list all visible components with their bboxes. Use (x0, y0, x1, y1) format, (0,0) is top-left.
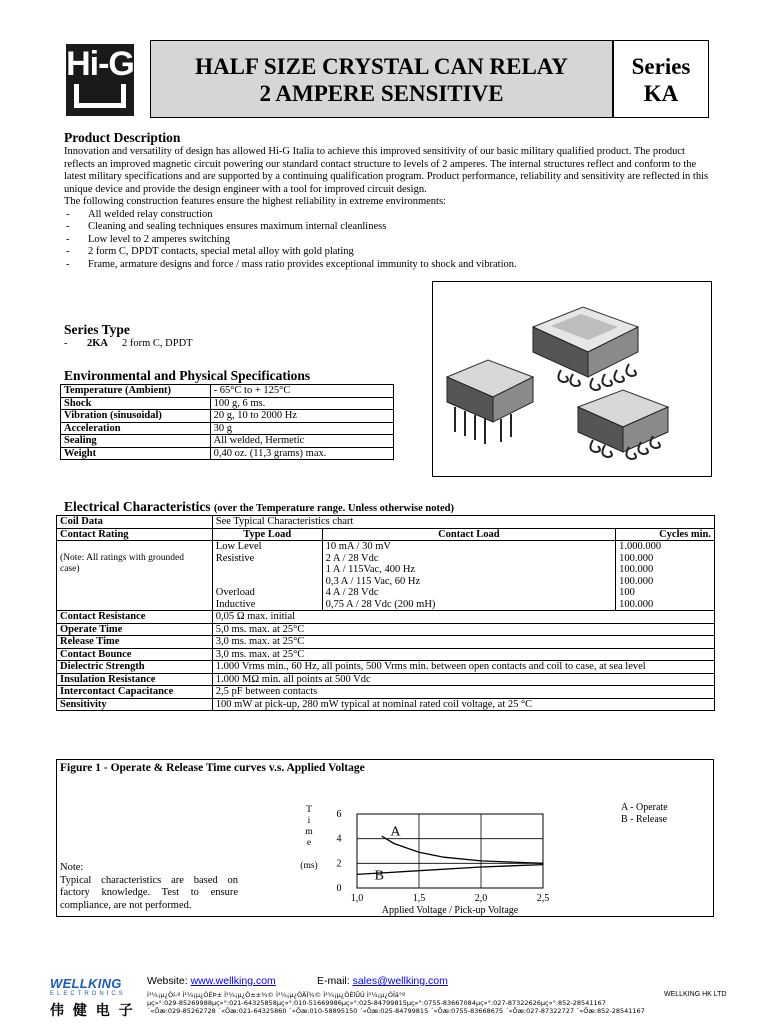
hi-g-logo (66, 44, 134, 116)
electrical-heading: Electrical Characteristics (64, 499, 211, 514)
title-box (150, 40, 613, 118)
table-row: Intercontact Capacitance 2,5 pF between contacts (57, 686, 715, 699)
table-row: Contact Bounce 3,0 ms. max. at 25°C (57, 648, 715, 661)
y-axis-label-letter: i (307, 816, 311, 826)
plot-frame (357, 814, 543, 888)
table-row: Release Time 3,0 ms. max. at 25°C (57, 636, 715, 649)
table-row: Sensitivity 100 mW at pick-up, 280 mW typical at nominal rated coil voltage, at 25 °C (57, 698, 715, 711)
email-link[interactable]: sales@wellking.com (352, 975, 448, 987)
feature-item: - 2 form C, DPDT contacts, special metal alloy with gold plating (64, 246, 714, 259)
hk-company: WELLKING HK LTD (664, 991, 727, 998)
table-row: Insulation Resistance 1.000 MΩ min. all points at 500 Vdc (57, 673, 715, 686)
figure-note-label: Note: (60, 862, 84, 873)
table-row: Operate Time 5,0 ms. max. at 25°C (57, 623, 715, 636)
table-row: Sealing All welded, Hermetic (61, 435, 394, 448)
logo-text: Hi-G (66, 45, 134, 83)
time-vs-voltage-chart (57, 760, 713, 916)
environmental-heading: Environmental and Physical Specifications (64, 368, 311, 383)
y-axis-label-letter: e (306, 838, 312, 848)
coil-data-label: Coil Data (57, 516, 213, 529)
wellking-chinese-name: 伟 健 电 子 (50, 1003, 135, 1019)
footer-faxes: ´«Õæ:029-85262728 ´«Õæ:021-64325860 ´«Õæ:010-58895150 ´«Õæ:025-84799815 ´«Õæ:0755-83668675 ´«Õæ:027-87322727 ´«Õæ:852-28541167 (147, 1007, 645, 1015)
legend-operate: A - Operate (621, 802, 668, 813)
y-tick-label: 2 (336, 858, 342, 870)
footer (50, 974, 740, 1020)
table-row: Shock 100 g, 6 ms. (61, 397, 394, 410)
series-code: KA (643, 81, 679, 106)
relay-photo-drawing (433, 282, 711, 476)
col-type-load: Type Load (212, 528, 322, 541)
footer-phones: µç»°:029-85269988µç»°:021-64325858µç»°:010-51669986µç»°:025-84799815µç»°:0755-83667084µç»°:027-87322626µç»°:852-28541167 (147, 999, 606, 1007)
website-link[interactable]: www.wellking.com (190, 975, 276, 987)
relay-photo (432, 281, 712, 477)
contact-rating-label: Contact Rating (57, 528, 213, 541)
email-label: E-mail: (317, 975, 350, 987)
environmental-section (64, 368, 396, 384)
table-row: Contact Resistance 0,05 Ω max. initial (57, 611, 715, 624)
features-list (64, 209, 714, 272)
footer-offices: Ì¹¼¡µ¿Òí-º Ì¹¼¡µ¿ÓÉÞ± Ì¹¼¡µ¿Ó±±¾© Ì¹¼¡µ¿ÓÄÏ¾© Ì¹¼¡µ¿ÓÉîÛÚ Ì¹¼¡µ¿ÓÎä°º (147, 991, 406, 999)
environmental-table (60, 384, 394, 460)
wellking-logo: WELLKING (50, 976, 122, 991)
figure-1-box (56, 759, 714, 917)
figure-title: Figure 1 - Operate & Release Time curves v.s. Applied Voltage (60, 762, 365, 774)
relay-image-right (578, 390, 668, 459)
website-row (147, 975, 276, 987)
coil-data-value: See Typical Characteristics chart (212, 516, 714, 529)
email-row (317, 975, 448, 987)
electrical-heading-row (64, 499, 714, 515)
feature-item: - All welded relay construction (64, 209, 714, 222)
wellking-logo-sub: ELECTRONICS (50, 991, 126, 997)
rating-note-cell (57, 541, 213, 611)
x-axis-label: Applied Voltage / Pick-up Voltage (381, 905, 519, 916)
electrical-table (56, 515, 715, 711)
x-tick-label: 1,0 (350, 893, 364, 904)
y-tick-label: 0 (336, 883, 342, 894)
y-axis-unit: (ms) (300, 861, 318, 871)
title-line-2: 2 AMPERE SENSITIVE (259, 81, 504, 106)
table-row: (Note: All ratings with grounded case) Low Level Resistive Overload Inductive 10 mA / 30 mV 2 A / 28 Vdc 1 A / 115Vac, 400 Hz 0,3 A / 115 Vac, 60 Hz 4 A / 28 Vdc 0,75 A / 28 Vdc (200 mH) 1.000.000 100.000 100.000 100.000 100 100.000 (57, 541, 715, 611)
product-description-section (64, 130, 714, 271)
series-line-a (382, 836, 543, 863)
series-desc: 2 form C, DPDT (122, 338, 193, 349)
y-tick-label: 6 (336, 809, 342, 820)
table-row: Dielectric Strength 1.000 Vrms min., 60 Hz, all points, 500 Vrms min. between open contacts and coil to case, at sea level (57, 661, 715, 674)
features-intro: The following construction features ensure the highest reliability in extreme environments: (64, 196, 446, 207)
series-type-heading: Series Type (64, 322, 130, 337)
table-row: Acceleration 30 g (61, 422, 394, 435)
website-label: Website: (147, 975, 188, 987)
relay-image-left (447, 360, 533, 444)
series-label-a: A (390, 824, 401, 840)
rating-note: (Note: All ratings with grounded case) (60, 552, 185, 574)
feature-item: - Cleaning and sealing techniques ensures maximum internal cleanliness (64, 221, 714, 234)
series-label-b: B (374, 868, 384, 884)
col-cycles: Cycles min. (616, 528, 715, 541)
x-tick-label: 2,5 (536, 893, 550, 904)
x-tick-label: 1,5 (412, 893, 426, 904)
series-type-section: Series Type - 2KA 2 form C, DPDT (64, 322, 404, 351)
table-row: Weight 0,40 oz. (11,3 grams) max. (61, 447, 394, 460)
y-axis-label-letter: m (305, 827, 313, 837)
figure-note-text: Typical characteristics are based on factory knowledge. Test to ensure compliance, are not performed. (60, 874, 238, 911)
logo-g-shape (74, 84, 126, 108)
x-tick-label: 2,0 (474, 893, 488, 904)
table-row (57, 528, 715, 541)
product-description-heading: Product Description (64, 130, 181, 145)
series-code: 2KA (87, 338, 108, 349)
relay-image-top (533, 307, 638, 390)
legend-release: B - Release (621, 814, 668, 825)
series-label: Series (631, 54, 691, 79)
series-box (613, 40, 709, 118)
y-tick-label: 4 (336, 833, 342, 845)
title-line-1: HALF SIZE CRYSTAL CAN RELAY (195, 54, 568, 79)
table-row (57, 516, 715, 529)
y-axis-label-letter: T (306, 805, 312, 815)
feature-item: - Frame, armature designs and force / mass ratio provides exceptional immunity to shock and vibration. (64, 259, 714, 272)
electrical-heading-note: (over the Temperature range. Unless otherwise noted) (213, 503, 455, 514)
table-row: Temperature (Ambient) - 65°C to + 125°C (61, 385, 394, 398)
product-description-paragraph: Innovation and versatility of design has allowed Hi-G Italia to achieve this improved sensitivity of our basic military qualified product. The product reflects an improved magnetic circuit powering our standard contact structure to levels of 2 amperes. The internal structures reflect and conform to the latest military specifications and are supported by a continuing qualification program. Product performance, reliability and sensitivity are reflected in this unique device and provide the design engineer with a tool for improved circuit design. (64, 146, 709, 195)
feature-item: - Low level to 2 amperes switching (64, 234, 714, 247)
col-contact-load: Contact Load (322, 528, 615, 541)
table-row: Vibration (sinusoidal) 20 g, 10 to 2000 Hz (61, 410, 394, 423)
series-line-b (357, 865, 543, 875)
